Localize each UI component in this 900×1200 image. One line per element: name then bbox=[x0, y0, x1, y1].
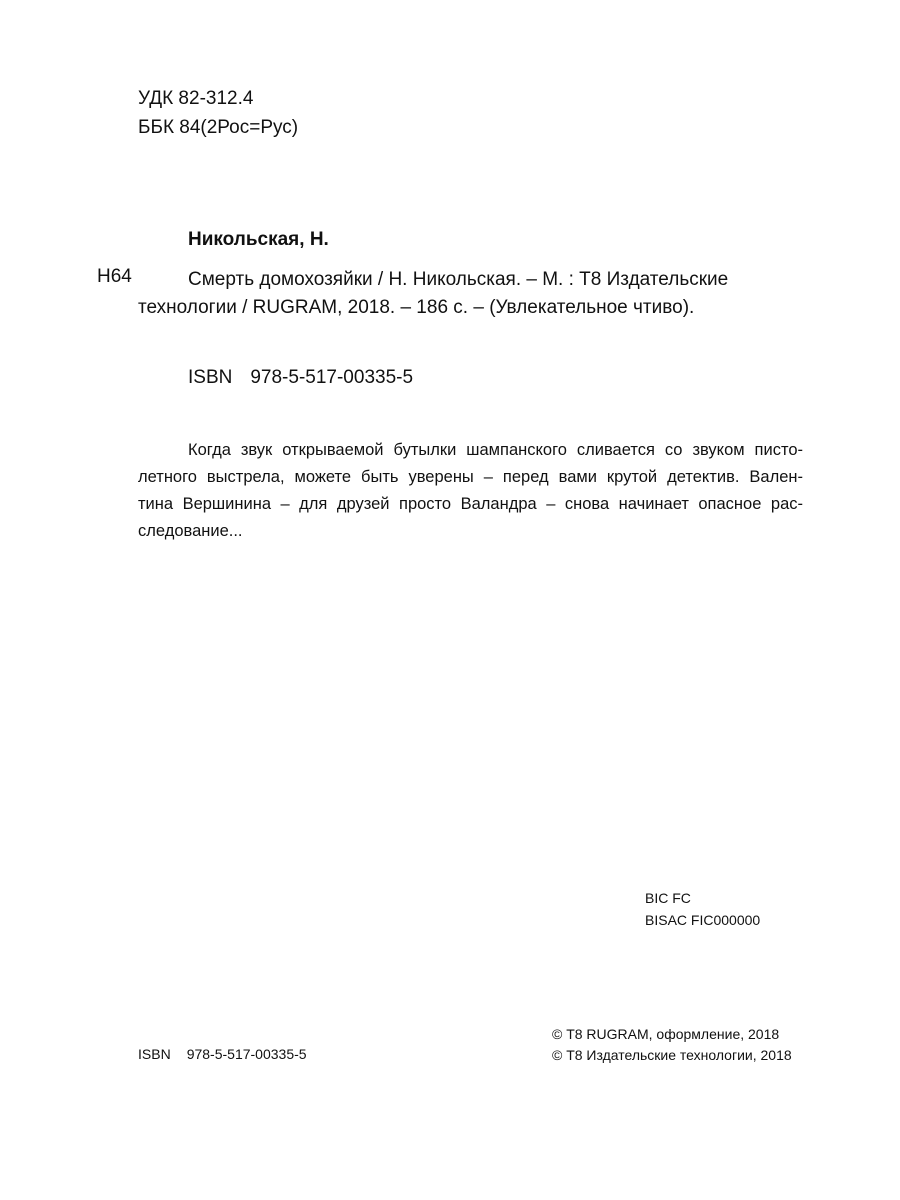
annotation bbox=[138, 437, 803, 545]
annotation-line: тина Вершинина – для друзей просто Валандра – снова начинает опасное рас- bbox=[138, 495, 803, 513]
bic-code: BIC FC bbox=[645, 890, 691, 906]
author-code: Н64 bbox=[97, 266, 132, 287]
annotation-line: Когда звук открываемой бутылки шампанского сливается со звуком писто- bbox=[188, 441, 803, 459]
bbk-code: ББК 84(2Рос=Рус) bbox=[138, 117, 299, 138]
isbn-bottom-label: ISBN bbox=[138, 1046, 171, 1062]
copyright-line-2: © Т8 Издательские технологии, 2018 bbox=[552, 1047, 792, 1063]
annotation-line: следование... bbox=[138, 522, 243, 540]
subject-codes bbox=[645, 887, 760, 931]
bibliographic-line-2: технологии / RUGRAM, 2018. – 186 с. – (Увлекательное чтиво). bbox=[138, 297, 695, 318]
classification-block bbox=[138, 84, 298, 142]
udk-code: УДК 82-312.4 bbox=[138, 88, 254, 109]
annotation-line: летного выстрела, можете быть уверены – перед вами крутой детектив. Вален- bbox=[138, 468, 803, 486]
isbn-main-label: ISBN bbox=[188, 367, 233, 388]
copyright-line-1: © Т8 RUGRAM, оформление, 2018 bbox=[552, 1026, 780, 1042]
bibliographic-line-1: Смерть домохозяйки / Н. Никольская. – М. : Т8 Издательские bbox=[188, 269, 729, 290]
isbn-bottom-number: 978-5-517-00335-5 bbox=[186, 1046, 307, 1062]
isbn-main bbox=[188, 367, 413, 389]
bisac-code: BISAC FIC000000 bbox=[645, 912, 761, 928]
author-heading: Никольская, Н. bbox=[188, 229, 329, 250]
bibliographic-description bbox=[138, 266, 803, 322]
copyright-block bbox=[552, 1024, 792, 1066]
isbn-main-number: 978-5-517-00335-5 bbox=[250, 367, 414, 388]
isbn-bottom bbox=[138, 1046, 307, 1062]
